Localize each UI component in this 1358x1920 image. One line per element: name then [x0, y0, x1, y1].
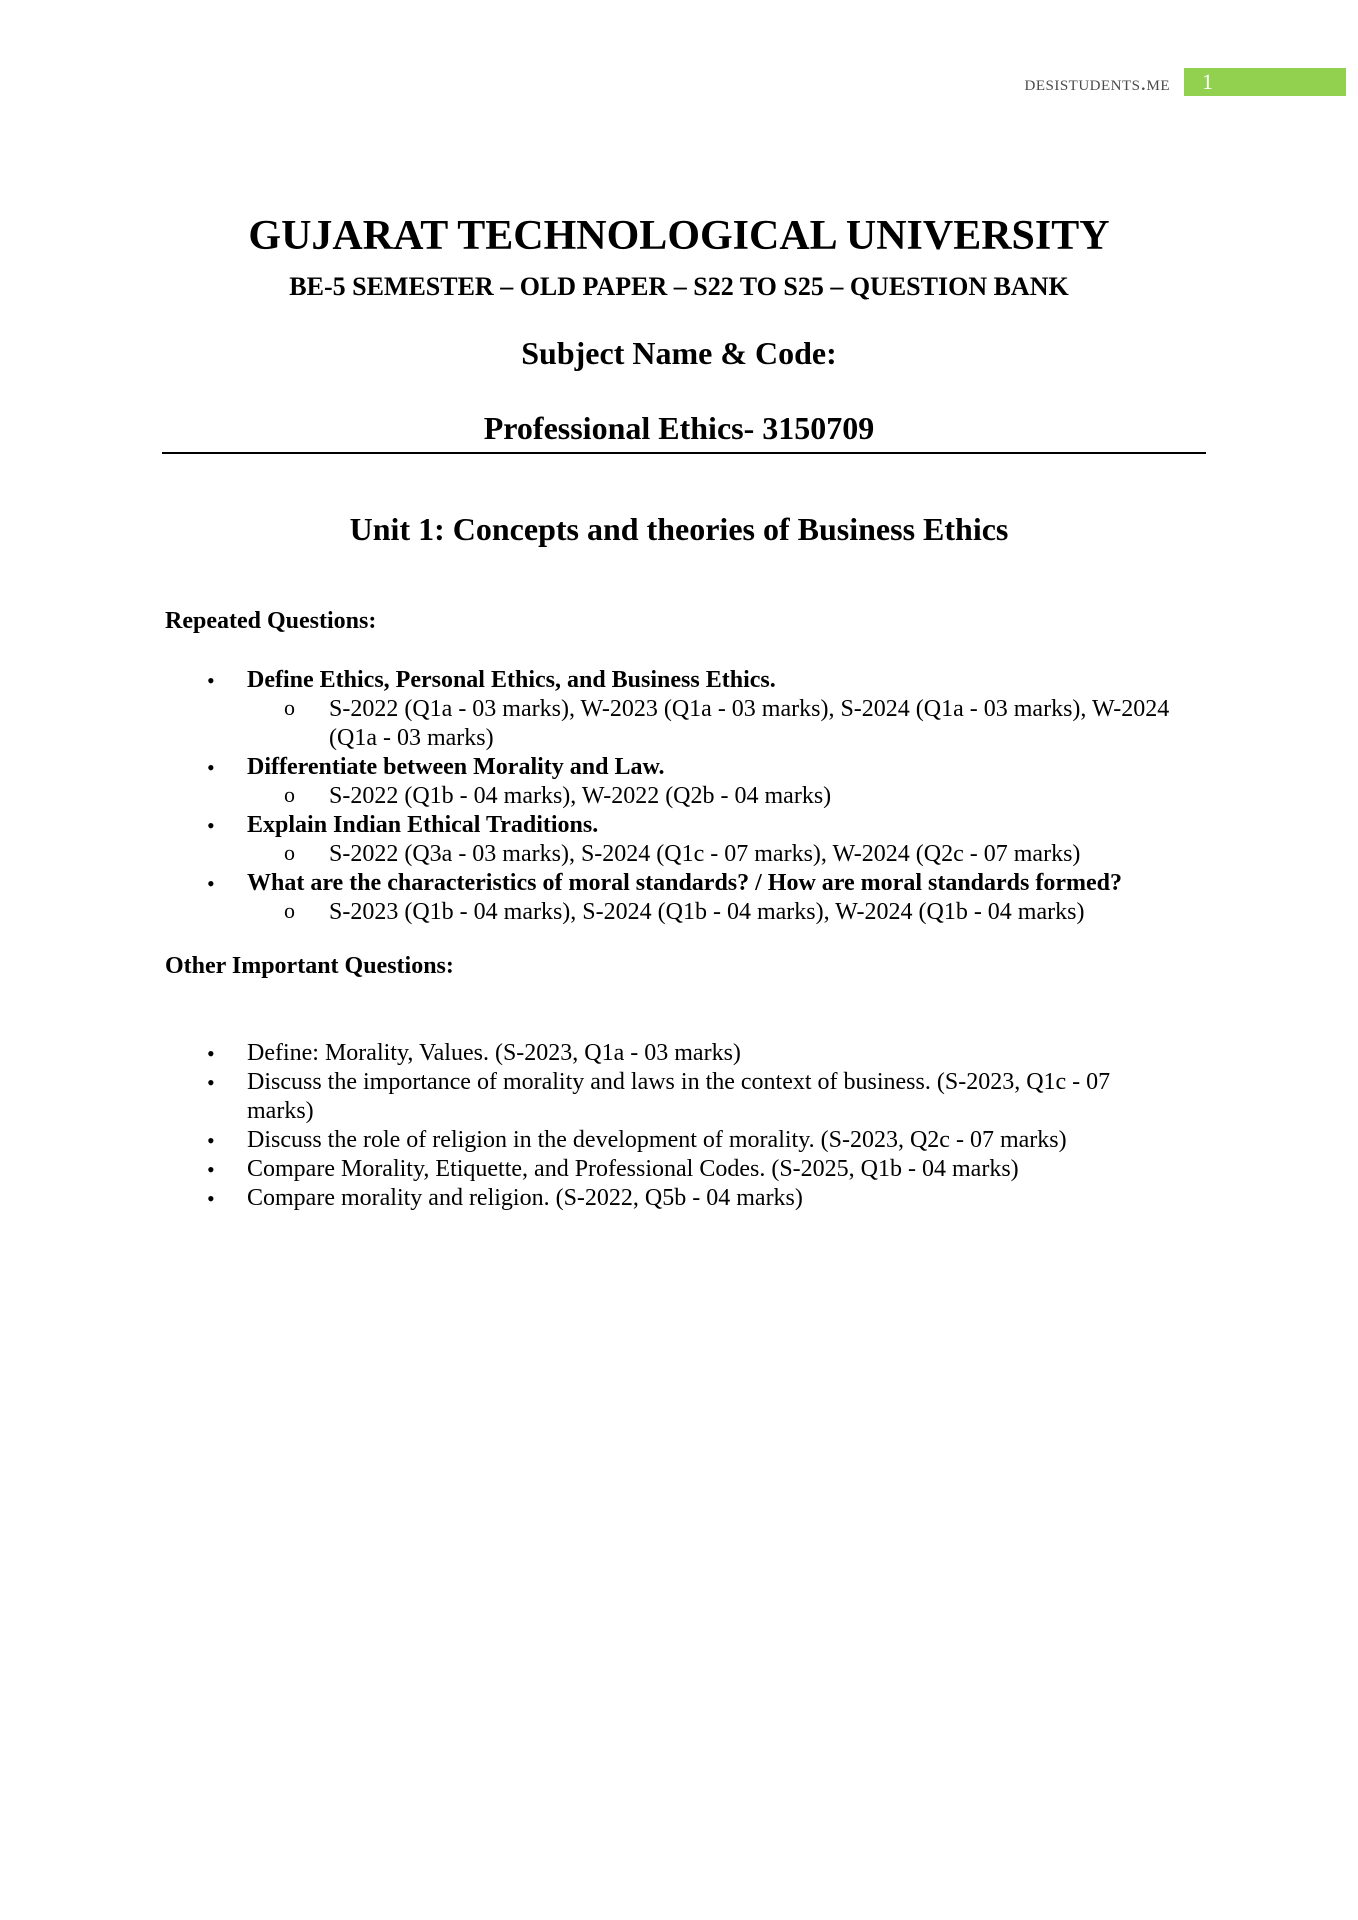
- detail-text: S-2022 (Q3a - 03 marks), S-2024 (Q1c - 07 marks), W-2024 (Q2c - 07 marks): [329, 841, 1081, 867]
- list-item: [0, 666, 1358, 753]
- bullet-icon: •: [207, 668, 215, 693]
- question-text: Compare Morality, Etiquette, and Professional Codes. (S-2025, Q1b - 04 marks): [247, 1156, 1019, 1182]
- list-item: [0, 811, 1358, 869]
- question-text: Discuss the role of religion in the development of morality. (S-2023, Q2c - 07 marks): [247, 1127, 1067, 1153]
- list-item: [0, 1039, 1358, 1068]
- bullet-icon: •: [207, 755, 215, 780]
- list-item: [0, 1155, 1358, 1184]
- question-text: Define: Morality, Values. (S-2023, Q1a - 03 marks): [247, 1040, 741, 1066]
- sub-bullet-icon: o: [284, 840, 295, 865]
- question-detail: [247, 840, 1178, 869]
- question-text: Define Ethics, Personal Ethics, and Business Ethics.: [247, 667, 776, 693]
- bullet-icon: •: [207, 1157, 215, 1182]
- detail-text: S-2022 (Q1b - 04 marks), W-2022 (Q2b - 04 marks): [329, 783, 832, 809]
- other-questions-heading: Other Important Questions:: [165, 953, 454, 979]
- other-questions-list: [0, 1039, 1358, 1213]
- question-detail: [247, 782, 1178, 811]
- sub-bullet-icon: o: [284, 695, 295, 720]
- page-number-badge: [1184, 68, 1346, 96]
- question-text: Explain Indian Ethical Traditions.: [247, 812, 599, 838]
- page-header: [0, 68, 1358, 96]
- bullet-icon: •: [207, 1070, 215, 1095]
- page-number: 1: [1202, 69, 1213, 94]
- sub-bullet-icon: o: [284, 898, 295, 923]
- question-text: Differentiate between Morality and Law.: [247, 754, 665, 780]
- repeated-questions-heading: Repeated Questions:: [165, 608, 377, 634]
- list-item: [0, 1184, 1358, 1213]
- site-name: desistudents.me: [1024, 70, 1170, 95]
- subject-label: Subject Name & Code:: [521, 335, 837, 371]
- repeated-questions-list: [0, 666, 1358, 927]
- question-text: Discuss the importance of morality and laws in the context of business. (S-2023, Q1c - 07 marks): [247, 1069, 1111, 1124]
- question-text: What are the characteristics of moral standards? / How are moral standards formed?: [247, 870, 1122, 896]
- divider-rule: [162, 452, 1206, 454]
- bullet-icon: •: [207, 1186, 215, 1211]
- list-item: [0, 1068, 1358, 1126]
- list-item: [0, 753, 1358, 811]
- bullet-icon: •: [207, 1128, 215, 1153]
- sub-bullet-icon: o: [284, 782, 295, 807]
- detail-text: S-2022 (Q1a - 03 marks), W-2023 (Q1a - 03 marks), S-2024 (Q1a - 03 marks), W-2024 (Q1a - 03 marks): [329, 696, 1170, 751]
- detail-text: S-2023 (Q1b - 04 marks), S-2024 (Q1b - 04 marks), W-2024 (Q1b - 04 marks): [329, 899, 1085, 925]
- question-detail: [247, 695, 1178, 753]
- subject-name-code: Professional Ethics- 3150709: [483, 410, 875, 446]
- list-item: [0, 869, 1358, 927]
- university-title: GUJARAT TECHNOLOGICAL UNIVERSITY: [248, 213, 1110, 259]
- bullet-icon: •: [207, 1041, 215, 1066]
- question-text: Compare morality and religion. (S-2022, Q5b - 04 marks): [247, 1185, 803, 1211]
- unit-title: Unit 1: Concepts and theories of Business Ethics: [349, 511, 1009, 547]
- document-subtitle: BE-5 SEMESTER – OLD PAPER – S22 TO S25 – QUESTION BANK: [289, 272, 1069, 301]
- list-item: [0, 1126, 1358, 1155]
- question-detail: [247, 898, 1178, 927]
- bullet-icon: •: [207, 871, 215, 896]
- bullet-icon: •: [207, 813, 215, 838]
